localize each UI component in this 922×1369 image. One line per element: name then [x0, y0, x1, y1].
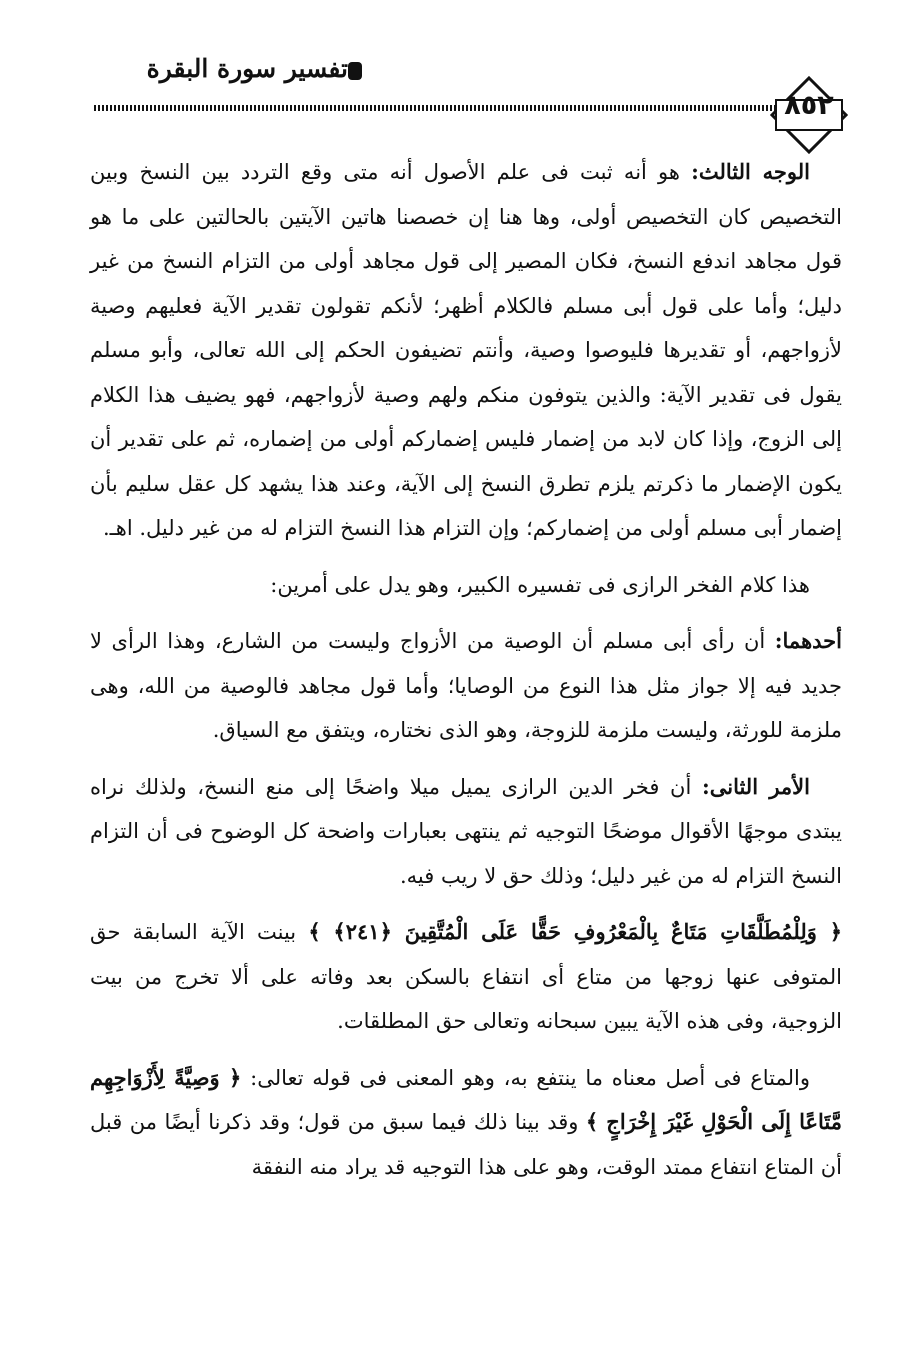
- header-rule: [94, 105, 780, 111]
- page-number: ٨٥٢: [784, 90, 834, 121]
- paragraph-mataa-meaning: [90, 1056, 842, 1202]
- paragraph-text: هو أنه ثبت فى علم الأصول أنه متى وقع التردد بين النسخ وبين التخصيص كان التخصيص أولى، وها هنا إن خصصنا هاتين الآيتين بالحالتين على ما هو قول مجاهد اندفع النسخ، فكان المصير إلى قول مجاهد أولى من التزام النسخ من غير دليل؛ وأما على قول أبى مسلم فالكلام أظهر؛ لأنكم تقولون تقدير الآية فعليهم وصية لأزواجهم، أو تقديرها فليوصوا وصية، وأنتم تضيفون الحكم إلى الله تعالى، وأبو مسلم يقول فى تقدير الآية: والذين يتوفون منكم ولهم وصية لأزواجهم، فهو يضيف هذا الكلام إلى الزوج، وإذا كان لابد من إضمار فليس إضماركم أولى من إضماره، ثم على تقدير أن يكون الإضمار ما ذكرتم يلزم تطرق النسخ إلى الآية، وعند هذا يشهد كل عقل سليم بأن إضمار أبى مسلم أولى من إضماركم؛ وإن التزام هذا النسخ التزام له من غير دليل. اهـ.: [90, 160, 842, 540]
- paragraph-lead: الوجه الثالث:: [691, 159, 810, 184]
- paragraph-text: هذا كلام الفخر الرازى فى تفسيره الكبير، وهو يدل على أمرين:: [270, 572, 810, 597]
- paragraph-third-aspect: [90, 150, 842, 563]
- quran-verse: ﴿ وَصِيَّةً لِأَزْوَاجِهِم مَّتَاعًا إِلَى الْحَوْلِ غَيْرَ إِخْرَاجٍ ﴾: [90, 1064, 842, 1134]
- running-title: تفسير سورة البقرة: [146, 54, 348, 83]
- paragraph-lead: الأمر الثانى:: [701, 773, 810, 799]
- quran-verse: ﴿ وَلِلْمُطَلَّقَاتِ مَتَاعٌ بِالْمَعْرُوفِ حَقًّا عَلَى الْمُتَّقِينَ ﴿٢٤١﴾ ﴾: [308, 919, 843, 944]
- ornament-icon: [348, 62, 362, 80]
- paragraph-verse-241: [90, 910, 842, 1056]
- paragraph-first-matter: [90, 619, 842, 765]
- paragraph-second-matter: [90, 765, 842, 911]
- paragraph-text: بينت الآية السابقة حق المتوفى عنها زوجها من متاع أى انتفاع بالسكن بعد وفاته على ألا تخرج من بيت الزوجية، وفى هذه الآية يبين سبحانه وتعالى حق المطلقات.: [90, 920, 842, 1033]
- paragraph-lead: أحدهما:: [774, 628, 842, 653]
- paragraph-text-before: والمتاع فى أصل معناه ما ينتفع به، وهو المعنى فى قوله تعالى:: [241, 1065, 810, 1090]
- paragraph-text: وقد بينا ذلك فيما سبق من قول؛ وقد ذكرنا أيضًا من قبل أن المتاع انتفاع ممتد الوقت، وهو على هذا التوجيه قد يراد منه النفقة: [90, 1110, 842, 1179]
- paragraph-razi-intro: [90, 563, 842, 620]
- paragraph-text: أن فخر الدين الرازى يميل ميلا واضحًا إلى منع النسخ، ولذلك نراه يبتدى موجهًا الأقوال موضحًا التوجيه ثم ينتهى بعبارات واضحة كل الوضوح فى أن التزام النسخ التزام له من غير دليل؛ وذلك حق لا ريب فيه.: [90, 774, 842, 888]
- paragraph-text: أن رأى أبى مسلم أن الوصية من الأزواج وليست من الشارع، وهذا الرأى لا جديد فيه إلا جواز مثل هذا النوع من الوصايا؛ وأما قول مجاهد فالوصية من الله، وهى ملزمة للورثة، وليست ملزمة للزوجة، وهو الذى نختاره، ويتفق مع السياق.: [90, 629, 842, 742]
- body-text: [90, 150, 842, 1201]
